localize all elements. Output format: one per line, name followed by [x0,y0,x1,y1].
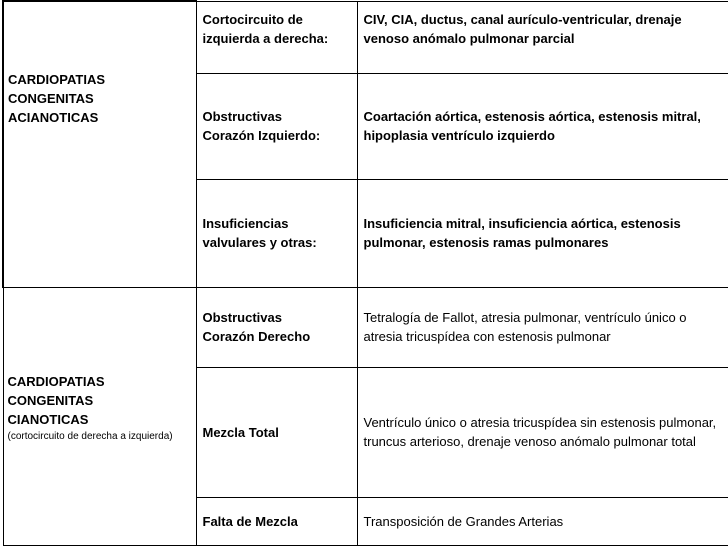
group-title-acyanotic: CARDIOPATIAS CONGENITAS ACIANOTICAS [8,72,106,125]
description-cell [357,1,728,73]
category-cell [196,179,357,287]
description-text: Tetralogía de Fallot, atresia pulmonar, ventrículo único o atresia tricuspídea con estenosis pulmonar [363,310,687,344]
category-label: Insuficiencias valvulares y otras: [202,216,317,250]
description-cell [357,367,728,497]
category-label: Mezcla Total [202,424,279,440]
congenital-heart-disease-table [2,0,728,546]
category-cell [196,497,357,545]
description-text: Coartación aórtica, estenosis aórtica, estenosis mitral, hipoplasia ventrículo izquierdo [363,109,701,143]
description-text: Ventrículo único o atresia tricuspídea sin estenosis pulmonar, truncus arterioso, drenaje venoso anómalo pulmonar total [363,415,717,449]
group-cyanotic [3,287,196,545]
category-cell [196,287,357,367]
category-cell [196,1,357,73]
description-cell [357,73,728,179]
group-title-cyanotic: CARDIOPATIAS CONGENITAS CIANOTICAS [7,373,105,427]
description-cell [357,497,728,545]
description-text: Transposición de Grandes Arterias [363,513,564,529]
category-label: Obstructivas Corazón Derecho [202,310,311,344]
category-cell [196,367,357,497]
description-text: Insuficiencia mitral, insuficiencia aórtica, estenosis pulmonar, estenosis ramas pulmonares [363,216,681,250]
category-cell [196,73,357,179]
table-row [3,287,728,367]
category-label: Falta de Mezcla [202,513,298,529]
group-note-cyanotic: (cortocircuito de derecha a izquierda) [7,430,173,442]
category-label: Obstructivas Corazón Izquierdo: [202,109,321,143]
description-text: CIV, CIA, ductus, canal aurículo-ventricular, drenaje venoso anómalo pulmonar parcial [363,11,682,46]
table-row [3,1,728,73]
description-cell [357,179,728,287]
description-cell [357,287,728,367]
group-acyanotic [3,1,196,287]
category-label: Cortocircuito de izquierda a derecha: [202,11,329,46]
